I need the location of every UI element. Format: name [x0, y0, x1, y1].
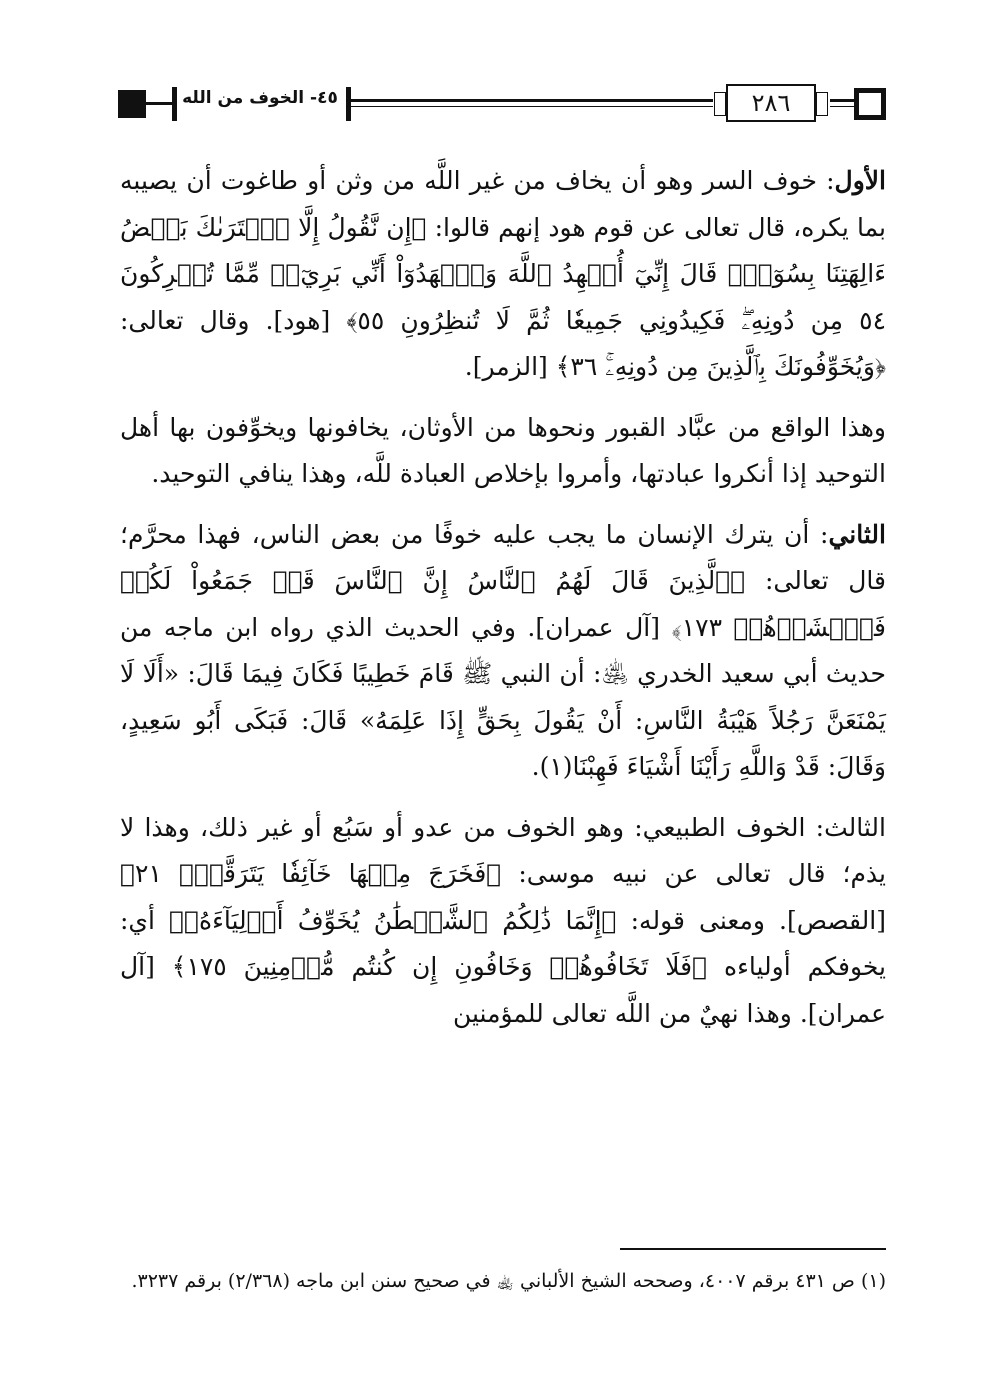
paragraph-text: : خوف السر وهو أن يخاف من غير اللَّه من وثن أو طاغوت أن يصيبه بما يكره، قال تعالى عن قوم هود إنهم قالوا: ﴿إِن نَّقُولُ إِلَّا ٱعۡتَرَىٰكَ بَعۡضُ ءَالِهَتِنَا بِسُوٓءٖۗ قَالَ إِنِّيٓ أُشۡهِدُ ٱللَّهَ وَٱشۡهَدُوٓاْ أَنِّي بَرِيٓءٞ مِّمَّا تُشۡرِكُونَ ٥٤ مِن دُونِهِۦۖ فَكِيدُونِي جَمِيعٗا ثُمَّ لَا تُنظِرُونِ ٥٥﴾ [هود]. وقال تعالى: ﴿وَيُخَوِّفُونَكَ بِٱلَّذِينَ مِن دُونِهِۦۚ ٣٦﴾ [الزمر].	[120, 166, 886, 381]
paragraph-text: وهذا الواقع من عبَّاد القبور ونحوها من الأوثان، يخافونها ويخوِّفون بها أهل التوحيد إذا أنكروا عبادتها، وأمروا بإخلاص العبادة للَّه، وهذا ينافي التوحيد.	[120, 412, 886, 488]
footnote-rule	[620, 1248, 886, 1250]
paragraph-third	[120, 805, 886, 1038]
header-rule-mid-thin	[351, 106, 713, 107]
header-square-left	[118, 90, 146, 118]
header-rule-right-thick	[830, 99, 856, 102]
paragraph-text: : أن يترك الإنسان ما يجب عليه خوفًا من بعض الناس، فهذا محرَّم؛ قال تعالى: ﴿ٱلَّذِينَ قَالَ لَهُمُ ٱلنَّاسُ إِنَّ ٱلنَّاسَ قَدۡ جَمَعُواْ لَكُمۡ فَٱخۡشَوۡهُمۡ ١٧٣﴾ [آل عمران]. وفي الحديث الذي رواه ابن ماجه من حديث أبي سعيد الخدري ﵁: أن النبي ﷺ قَامَ خَطِيبًا فَكَانَ فِيمَا قَالَ: «أَلَا لَا يَمْنَعَنَّ رَجُلاً هَيْبَةُ النَّاسِ: أَنْ يَقُولَ بِحَقٍّ إِذَا عَلِمَهُ» قَالَ: فَبَكَى أَبُو سَعِيدٍ، وَقَالَ: قَدْ وَاللَّهِ رَأَيْنَا أَشْيَاءَ فَهِبْنَا(١).	[120, 519, 887, 781]
header-bar-mid	[346, 87, 351, 121]
page-header	[118, 82, 886, 128]
chapter-title: ٤٥- الخوف من الله	[182, 88, 338, 108]
header-square-right	[854, 88, 886, 120]
paragraph-first	[120, 158, 886, 391]
paragraph-lead: الثاني	[828, 519, 886, 549]
header-rule-mid-thick	[351, 99, 713, 102]
header-rule-right-thin	[830, 106, 856, 107]
paragraph-second	[120, 512, 886, 791]
page-number: ٢٨٦	[726, 84, 816, 122]
footnote: (١) ص ٤٣١ برقم ٤٠٠٧، وصححه الشيخ الألباني ﵀ في صحيح سنن ابن ماجه (٢/٣٦٨) برقم ٣٢٣٧.	[131, 1270, 886, 1292]
header-rule-left	[146, 102, 172, 105]
paragraph-text: الثالث: الخوف الطبيعي: وهو الخوف من عدو أو سَبُع أو غير ذلك، وهذا لا يذم؛ قال تعالى عن نبيه موسى: ﴿فَخَرَجَ مِنۡهَا خَآئِفٗا يَتَرَقَّبُۖ ٢١﴾ [القصص]. ومعنى قوله: ﴿إِنَّمَا ذَٰلِكُمُ ٱلشَّيۡطَٰنُ يُخَوِّفُ أَوۡلِيَآءَهُۥ﴾ أي: يخوفكم أولياءه ﴿فَلَا تَخَافُوهُمۡ وَخَافُونِ إِن كُنتُم مُّؤۡمِنِينَ ١٧٥﴾ [آل عمران]. وهذا نهيٌ من اللَّه تعالى للمؤمنين	[120, 812, 886, 1028]
paragraph-lead: الأول	[834, 166, 886, 195]
paragraph-worshippers	[120, 405, 886, 498]
main-text	[120, 158, 886, 1051]
